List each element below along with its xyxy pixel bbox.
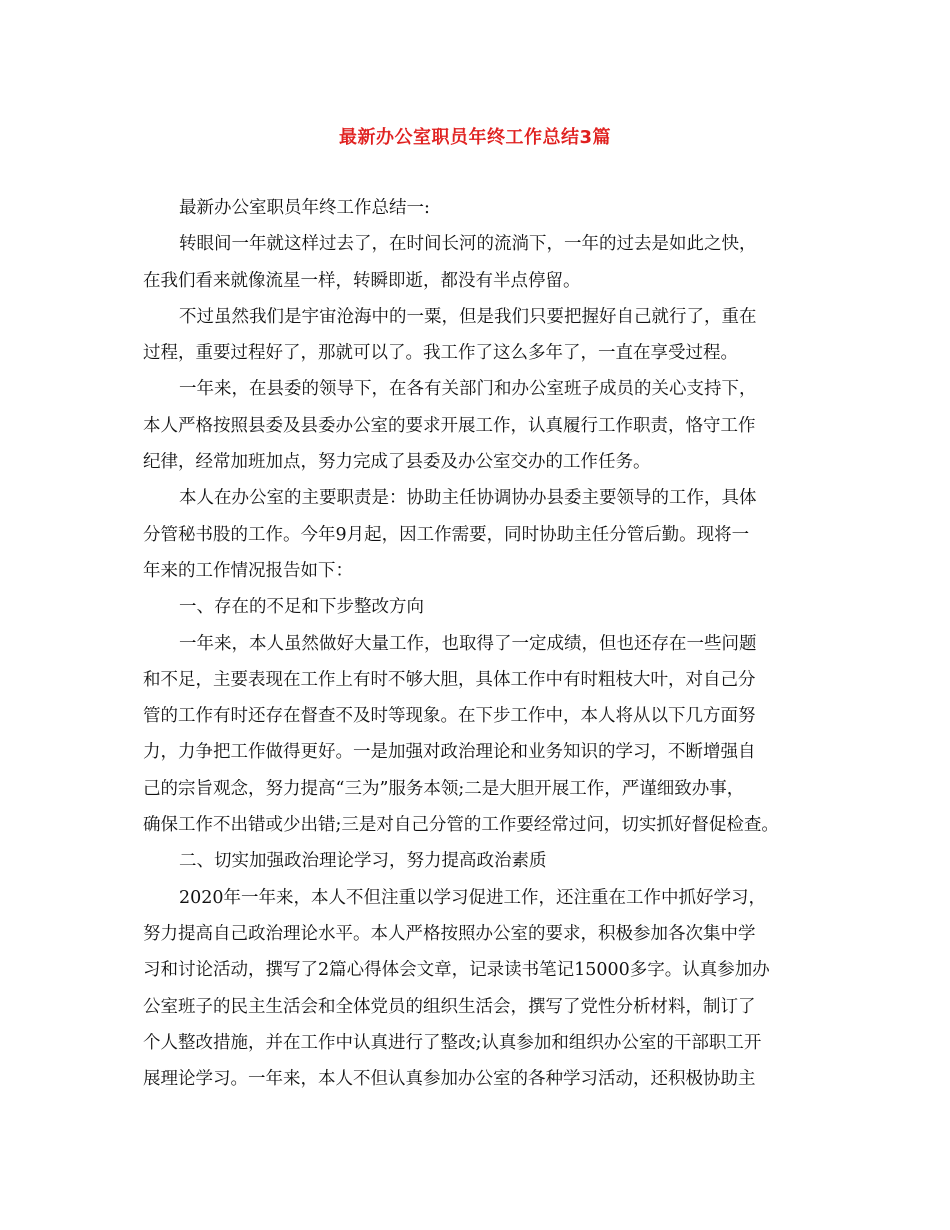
paragraph-line: 一年来，在县委的领导下，在各有关部门和办公室班子成员的关心支持下， [179,379,757,400]
paragraph-line: 个人整改措施，并在工作中认真进行了整改;认真参加和组织办公室的干部职工开 [143,1032,762,1053]
paragraph-line: 分管秘书股的工作。今年9月起，因工作需要，同时协助主任分管后勤。现将一 [143,524,750,545]
paragraph-line: 最新办公室职员年终工作总结一: [179,198,430,218]
paragraph-line: 过程，重要过程好了，那就可以了。我工作了这么多年了，一直在享受过程。 [143,343,738,364]
paragraph-line: 在我们看来就像流星一样，转瞬即逝，都没有半点停留。 [143,270,581,291]
paragraph-line: 不过虽然我们是宇宙沧海中的一粟，但是我们只要把握好自己就行了，重在 [179,306,757,327]
paragraph-line: 一年来，本人虽然做好大量工作，也取得了一定成绩，但也还存在一些问题 [179,633,757,654]
paragraph-line: 确保工作不出错或少出错;三是对自己分管的工作要经常过问，切实抓好督促检查。 [143,815,779,836]
paragraph-line: 纪律，经常加班加点，努力完成了县委及办公室交办的工作任务。 [143,452,651,473]
paragraph-line: 2020年一年来，本人不但注重以学习促进工作，还注重在工作中抓好学习， [179,887,767,908]
paragraph-line: 展理论学习。一年来，本人不但认真参加办公室的各种学习活动，还积极协助主 [143,1069,756,1090]
paragraph-line: 本人在办公室的主要职责是：协助主任协调协办县委主要领导的工作，具体 [179,488,757,509]
document-title: 最新办公室职员年终工作总结3篇 [338,127,612,148]
paragraph-line: 公室班子的民主生活会和全体党员的组织生活会，撰写了党性分析材料，制订了 [143,996,756,1017]
paragraph-line: 管的工作有时还存在督查不及时等现象。在下步工作中，本人将从以下几方面努 [143,706,756,727]
document-body [143,190,823,1097]
paragraph-line: 努力提高自己政治理论水平。本人严格按照办公室的要求，积极参加各次集中学 [143,923,756,944]
paragraph-line: 一、存在的不足和下步整改方向 [179,597,424,618]
paragraph-line: 二、切实加强政治理论学习，努力提高政治素质 [179,851,547,872]
paragraph-line: 力，力争把工作做得更好。一是加强对政治理论和业务知识的学习，不断增强自 [143,742,756,763]
paragraph-line: 转眼间一年就这样过去了，在时间长河的流淌下，一年的过去是如此之快， [179,234,757,255]
paragraph-line: 和不足，主要表现在工作上有时不够大胆，具体工作中有时粗枝大叶，对自己分 [143,669,756,690]
paragraph-line: 年来的工作情况报告如下： [143,560,353,581]
paragraph-line: 习和讨论活动，撰写了2篇心得体会文章，记录读书笔记15000多字。认真参加办 [143,960,770,981]
paragraph-line: 本人严格按照县委及县委办公室的要求开展工作，认真履行工作职责，恪守工作 [143,415,756,436]
paragraph-line: 己的宗旨观念，努力提高“三为”服务本领;二是大胆开展工作，严谨细致办事， [143,778,745,799]
